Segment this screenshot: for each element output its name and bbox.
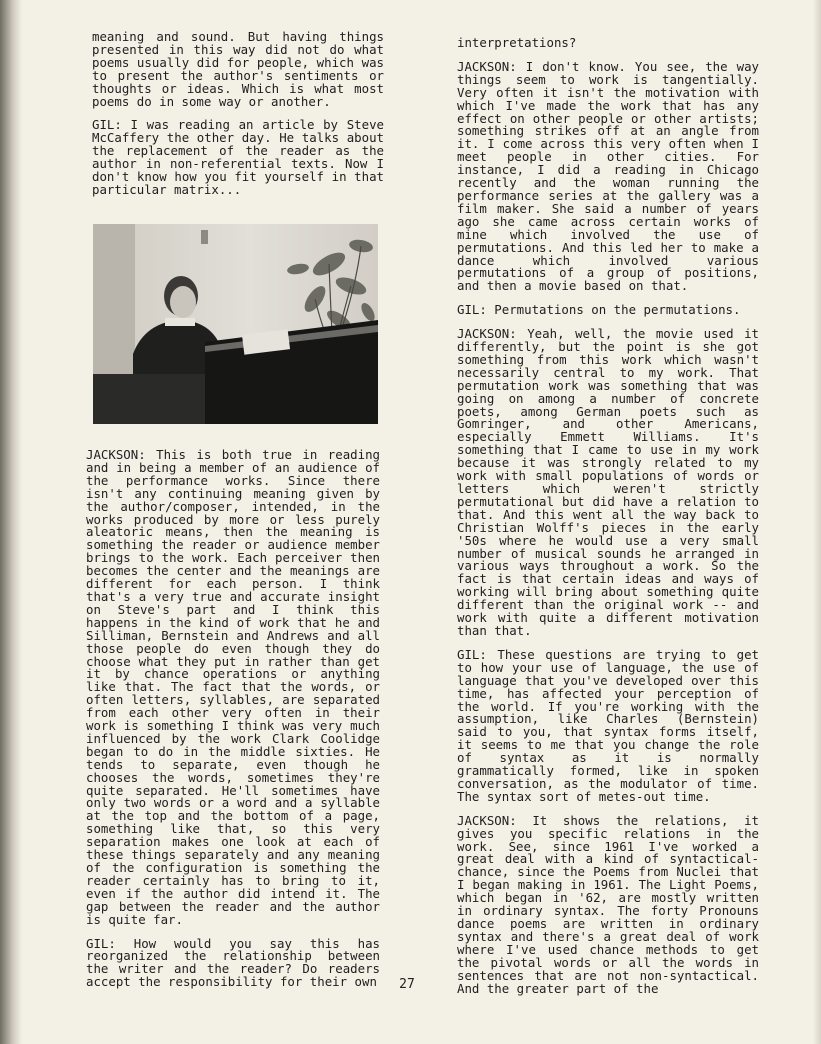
paragraph: GIL: I was reading an article by Steve McCaffery the other day. He talks about the replacement of the reader as the author in non-referential texts. Now I don't know how you fit yourself in that particular matrix... bbox=[92, 117, 384, 197]
paragraph: interpretations? bbox=[457, 35, 577, 50]
left-column-top bbox=[92, 31, 384, 208]
binding-shadow bbox=[0, 0, 22, 1044]
right-column bbox=[457, 37, 759, 1006]
paragraph: JACKSON: I don't know. You see, the way things seem to work is tangentially. Very often it isn't the motivation with which I've made the work that has any effect on other people or other artists; something strikes off at an angle from it. I come across this very often when I meet people in other cities. For instance, I did a reading in Chicago recently and the woman running the performance series at the gallery was a film maker. She said a number of years ago she came across certain works of mine which involved the use of permutations. And this led her to make a dance which involved various permutations of a group of positions, and then a movie based on that. bbox=[457, 58, 759, 294]
paragraph: GIL: These questions are trying to get to how your use of language, the use of language that you've developed over this time, has affected your perception of the world. If you're working with the assumption, like Charles (Bernstein) said to you, that syntax forms itself, it seems to me that you change the role of syntax as it is normally grammatically formed, like in spoken conversation, as the modulator of time. The syntax sort of metes-out time. bbox=[457, 646, 759, 804]
left-column-bottom bbox=[86, 449, 380, 1000]
paragraph: GIL: Permutations on the permutations. bbox=[457, 302, 741, 318]
paragraph: JACKSON: This is both true in reading and in being a member of an audience of the performance works. Since there isn't any continuing meaning given by the author/composer, intended, in the works produced by more or less purely aleatoric means, then the meaning is something the reader or audience member brings to the work. Each perceiver then becomes the center and the meanings are different for each person. I think that's a very true and accurate insight on Steve's part and I think this happens in the kind of work that he and Silliman, Bernstein and Andrews and all those people do even though they do choose what they put in rather than get it by chance operations or anything like that. The fact that the words, or often letters, syllables, are separated from each other very often in their work is something I think was very much influenced by the work Clark Coolidge began to do in the middle sixties. He tends to separate, even though he chooses the words, sometimes they're quite separated. He'll sometimes have only two words or a word and a syllable at the top and the bottom of a page, something like that, so this very separation makes one look at each of these things separately and any meaning of the configuration is something the reader certainly has to bring to it, even if the author did intend it. The gap between the reader and the author is quite far. bbox=[86, 447, 380, 927]
page-edge bbox=[813, 0, 821, 1044]
photo-man-at-piano bbox=[93, 224, 378, 424]
page-number: 27 bbox=[399, 977, 415, 992]
paragraph: JACKSON: It shows the relations, it gives you specific relations in the work. See, since 1961 I've worked a great deal with a kind of syntactical-chance, since the Poems from Nuclei that I began making in 1961. The Light Poems, which began in '62, are mostly written in ordinary syntax. The forty Pronouns dance poems are written in ordinary syntax and there's a great deal of work where I've used chance methods to get the pivotal words or all the words in sentences that are not non-syntactical. And the greater part of the bbox=[457, 812, 759, 996]
paragraph: JACKSON: Yeah, well, the movie used it differently, but the point is she got something from this work which wasn't necessarily central to my work. That permutation work was something that was going on among a number of concrete poets, among German poets such as Gomringer, and other Americans, especially Emmett Williams. It's something that I came to use in my work because it was strongly related to my work with small populations of words or letters which weren't strictly permutational but did have a relation to that. And this went all the way back to Christian Wolff's pieces in the early '50s where he would use a very small number of musical sounds he arranged in various ways throughout a work. So the fact is that certain ideas and ways of working will bring about something quite different than the original work -- and work with quite a different motivation than that. bbox=[457, 326, 759, 638]
photo-illustration bbox=[93, 224, 378, 424]
paragraph: meaning and sound. But having things presented in this way did not do what poems usually did for people, which was to present the author's sentiments or thoughts or ideas. Which is what most poems do in some way or another. bbox=[92, 29, 384, 109]
paragraph: GIL: How would you say this has reorganized the relationship between the writer and the reader? Do readers accept the responsibility for their own bbox=[86, 935, 380, 990]
